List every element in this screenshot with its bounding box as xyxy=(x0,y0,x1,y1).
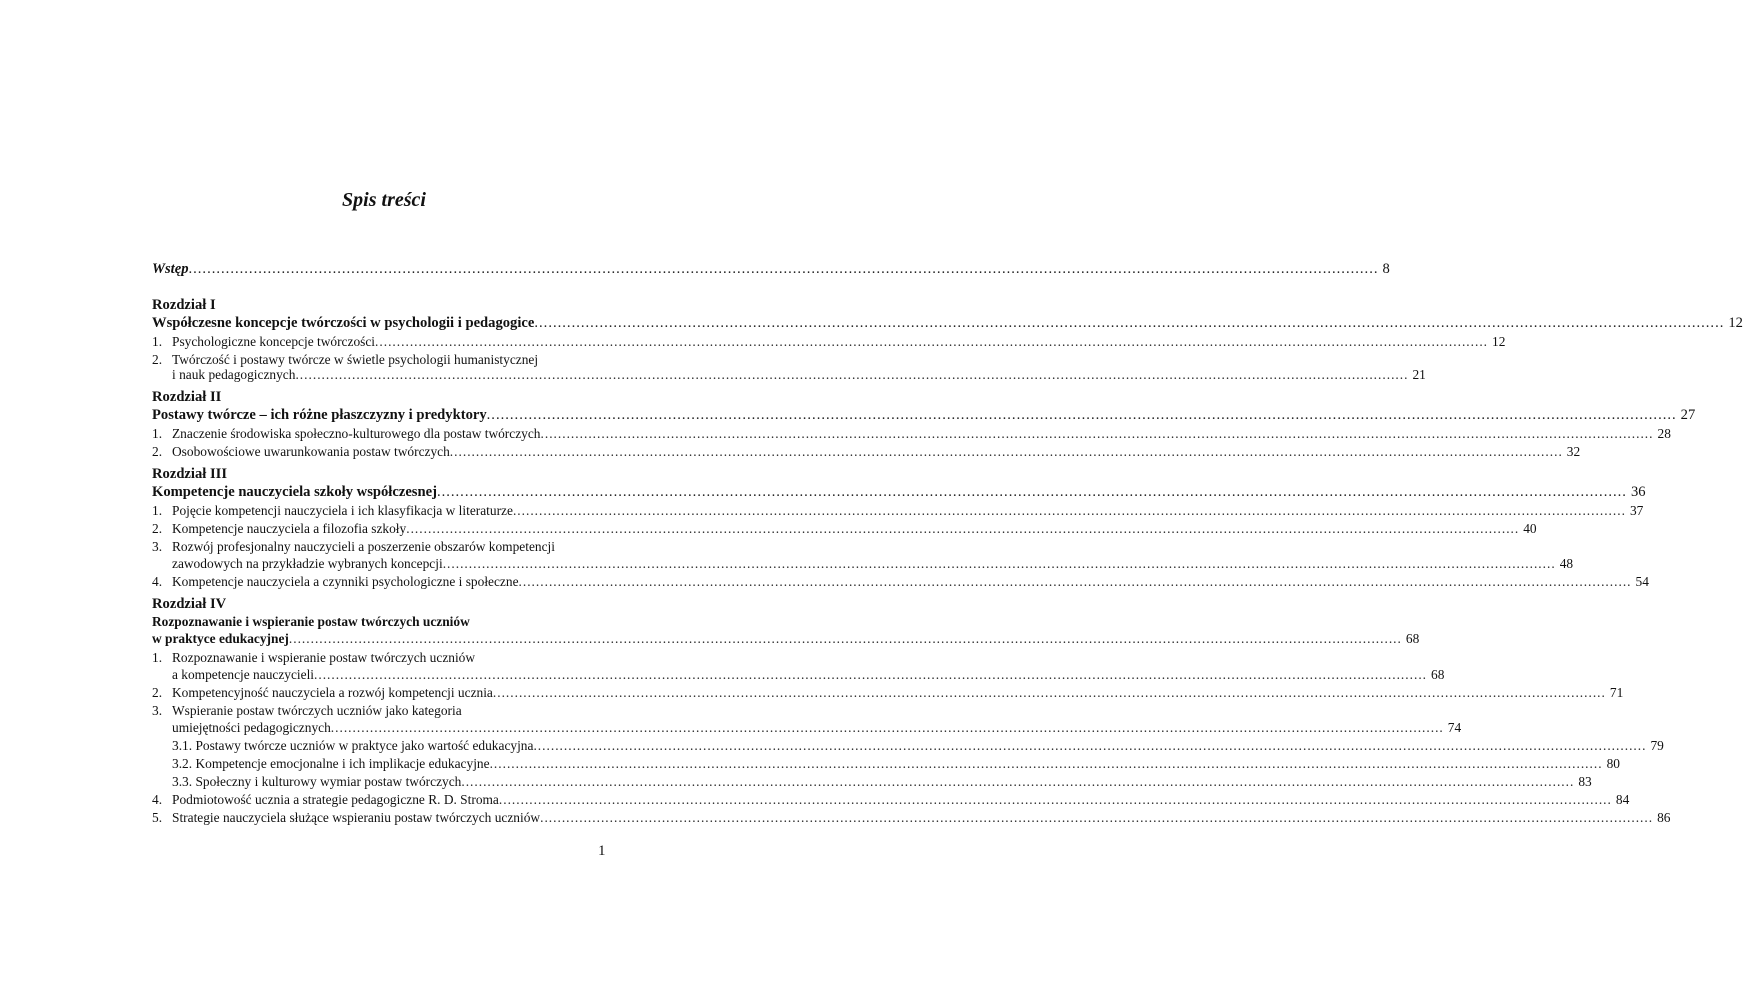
leader-dots xyxy=(375,333,1488,351)
toc-entry-title: Postawy twórcze – ich różne płaszczyzny i predyktory xyxy=(152,407,487,423)
toc-entry-title: Kompetencje nauczyciela szkoły współczesnej xyxy=(152,484,437,500)
toc-chapter-title xyxy=(152,630,1420,648)
toc-entry-title: Współczesne koncepcje twórczości w psychologii i pedagogice xyxy=(152,315,535,331)
toc-entry-continuation: a kompetencje nauczycieli xyxy=(172,667,315,682)
toc-entry-number: 1. xyxy=(152,503,163,518)
toc-entry-number: 2. xyxy=(152,352,163,367)
toc-entry xyxy=(152,502,1644,520)
toc-entry-title: Wspieranie postaw twórczych uczniów jako kategoria xyxy=(172,703,462,718)
chapter-heading: Rozdział II xyxy=(152,389,222,405)
toc-entry xyxy=(152,573,1649,591)
toc-entry-number: 1. xyxy=(152,650,163,665)
toc-page-number: 28 xyxy=(1657,426,1671,441)
toc-page-number: 40 xyxy=(1523,521,1537,536)
page-title: Spis treści xyxy=(342,189,426,211)
leader-dots xyxy=(289,630,1402,648)
toc-entry-title: Rozwój profesjonalny nauczycieli a poszerzenie obszarów kompetencji xyxy=(172,539,555,554)
toc-page-number: 80 xyxy=(1606,756,1620,771)
toc-entry-line xyxy=(152,649,611,667)
toc-page-number: 86 xyxy=(1657,810,1671,825)
toc-entry xyxy=(152,666,1445,684)
toc-entry-title: Kompetencje nauczyciela a czynniki psychologiczne i społeczne xyxy=(172,574,519,589)
toc-entry-continuation: zawodowych na przykładzie wybranych koncepcji xyxy=(172,556,443,571)
toc-entry-title: Postawy twórcze uczniów w praktyce jako wartość edukacyjna xyxy=(195,738,534,753)
toc-entry xyxy=(152,684,1624,702)
toc-page-number: 74 xyxy=(1447,720,1462,735)
leader-dots xyxy=(541,425,1654,443)
chapter-heading: Rozdział I xyxy=(152,297,216,313)
toc-entry-title: Kompetencje nauczyciela a filozofia szkoły xyxy=(172,521,407,536)
toc-entry xyxy=(152,425,1671,443)
page-number: 1 xyxy=(598,843,606,859)
toc-chapter-title xyxy=(152,406,1696,424)
leader-dots xyxy=(513,502,1626,520)
toc-page-number: 68 xyxy=(1431,667,1445,682)
toc-entry xyxy=(152,555,1574,573)
toc-page-number: 79 xyxy=(1650,738,1664,753)
leader-dots xyxy=(519,573,1632,591)
toc-page-number: 8 xyxy=(1382,261,1390,277)
toc-entry-title: Kompetencyjność nauczyciela a rozwój kompetencji ucznia xyxy=(172,685,493,700)
toc-chapter-title xyxy=(152,483,1646,501)
leader-dots xyxy=(450,443,1563,461)
leader-dots xyxy=(188,260,1378,278)
toc-entry-number: 2. xyxy=(152,685,163,700)
toc-entry-title: Strategie nauczyciela służące wspieraniu postaw twórczych uczniów xyxy=(172,810,541,825)
leader-dots xyxy=(540,809,1653,827)
toc-chapter-title xyxy=(152,314,1743,332)
leader-dots xyxy=(314,666,1427,684)
toc-page-number: 37 xyxy=(1629,503,1644,518)
toc-page-number: 83 xyxy=(1578,774,1592,789)
leader-dots xyxy=(533,737,1646,755)
toc-subentry xyxy=(152,755,1620,773)
toc-entry-title: Psychologiczne koncepcje twórczości xyxy=(172,334,376,349)
toc-page-number: 32 xyxy=(1566,444,1581,459)
toc-page-number: 21 xyxy=(1412,367,1426,382)
toc-entry xyxy=(152,719,1462,737)
toc-page-number: 12 xyxy=(1492,334,1506,349)
toc-entry-number: 2. xyxy=(152,444,163,459)
leader-dots xyxy=(443,555,1556,573)
chapter-heading: Rozdział III xyxy=(152,466,227,482)
leader-dots xyxy=(331,719,1444,737)
toc-entry-line xyxy=(152,538,611,556)
toc-entry-title: Społeczny i kulturowy wymiar postaw twórczych xyxy=(195,774,462,789)
toc-entry xyxy=(152,520,1537,538)
toc-entry-number: 1. xyxy=(152,426,163,441)
toc-page-number: 36 xyxy=(1630,484,1646,500)
leader-dots xyxy=(295,366,1408,384)
toc-entry-continuation: umiejętności pedagogicznych xyxy=(172,720,331,735)
toc-entry-line xyxy=(152,702,611,720)
toc-entry-number: 3.2. xyxy=(172,756,193,771)
leader-dots xyxy=(499,791,1612,809)
toc-entry-number: 3. xyxy=(152,539,163,554)
leader-dots xyxy=(461,773,1574,791)
toc-entry xyxy=(152,791,1630,809)
toc-entry-number: 3.3. xyxy=(172,774,193,789)
toc-page-number: 71 xyxy=(1609,685,1624,700)
toc-subentry xyxy=(152,737,1664,755)
toc-entry xyxy=(152,366,1426,384)
toc-entry xyxy=(152,809,1671,827)
leader-dots xyxy=(487,406,1677,424)
toc-entry-number: 3.1. xyxy=(172,738,193,753)
toc-entry-title: Kompetencje emocjonalne i ich implikacje edukacyjne xyxy=(195,756,490,771)
toc-entry-continuation: i nauk pedagogicznych xyxy=(172,367,296,382)
leader-dots xyxy=(490,755,1603,773)
toc-entry-title: Wstęp xyxy=(152,261,189,277)
toc-entry-number: 4. xyxy=(152,574,163,589)
toc-page-number: 84 xyxy=(1615,792,1630,807)
toc-entry-number: 3. xyxy=(152,703,163,718)
toc-entry-title: Znaczenie środowiska społeczno-kulturowego dla postaw twórczych xyxy=(172,426,541,441)
toc-entry-number: 1. xyxy=(152,334,163,349)
leader-dots xyxy=(437,483,1627,501)
toc-entry xyxy=(152,333,1506,351)
toc-entry-number: 2. xyxy=(152,521,163,536)
leader-dots xyxy=(534,314,1724,332)
toc-entry-intro xyxy=(152,260,1390,278)
toc-entry-title: Pojęcie kompetencji nauczyciela i ich klasyfikacja w literaturze xyxy=(172,503,513,518)
toc-entry-number: 4. xyxy=(152,792,163,807)
toc-entry-title: w praktyce edukacyjnej xyxy=(152,631,289,646)
toc-entry-title: Osobowościowe uwarunkowania postaw twórczych xyxy=(172,444,450,459)
toc-chapter-title-line: Rozpoznawanie i wspieranie postaw twórczych uczniów xyxy=(152,614,470,629)
toc-page-number: 68 xyxy=(1405,631,1420,646)
toc-subentry xyxy=(152,773,1592,791)
toc-page-number: 54 xyxy=(1635,574,1649,589)
leader-dots xyxy=(406,520,1519,538)
chapter-heading: Rozdział IV xyxy=(152,596,227,612)
toc-entry-title: Rozpoznawanie i wspieranie postaw twórczych uczniów xyxy=(172,650,476,665)
toc-page-number: 48 xyxy=(1559,556,1574,571)
toc-entry xyxy=(152,443,1581,461)
toc-entry-number: 5. xyxy=(152,810,163,825)
toc-page-number: 12 xyxy=(1728,315,1743,331)
leader-dots xyxy=(493,684,1606,702)
toc-entry-title: Podmiotowość ucznia a strategie pedagogiczne R. D. Stroma xyxy=(172,792,499,807)
toc-entry-title: Twórczość i postawy twórcze w świetle psychologii humanistycznej xyxy=(172,352,539,367)
toc-page-number: 27 xyxy=(1680,407,1696,423)
